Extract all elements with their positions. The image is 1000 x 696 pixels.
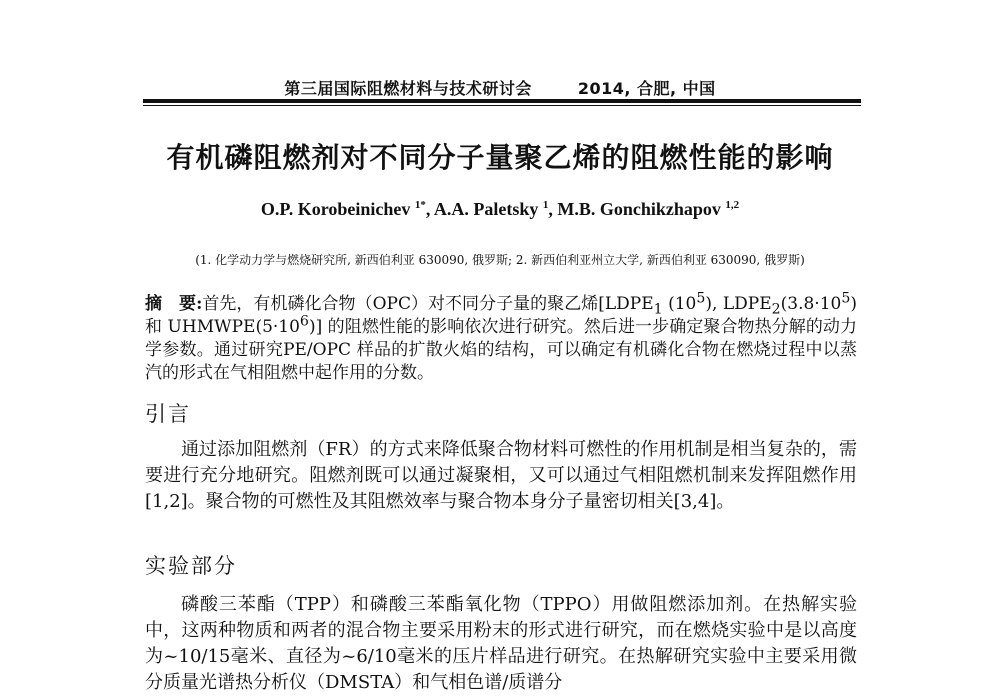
running-header (0, 76, 1000, 99)
abstract-superscript: 5 (696, 290, 706, 307)
conference-place-date: 2014, 合肥, 中国 (577, 79, 716, 98)
abstract-superscript: 5 (841, 290, 851, 307)
abstract-label: 摘 要: (145, 294, 203, 314)
abstract-text: ), LDPE (705, 294, 772, 314)
author-name: A.A. Paletsky (433, 199, 539, 219)
abstract (145, 290, 857, 385)
paper-title: 有机磷阻燃剂对不同分子量聚乙烯的阻燃性能的影响 (166, 141, 834, 174)
experimental-paragraph: 磷酸三苯酯（TPP）和磷酸三苯酯氧化物（TPPO）用做阻燃添加剂。在热解实验中，这两种物质和两者的混合物主要采用粉末的形式进行研究，而在燃烧实验中是以高度为~10/15毫米、直径为~6/10毫米的压片样品进行研究。在热解研究实验中主要采用微分质量光谱热分析仪（DMSTA）和气相色谱/质谱分 (145, 594, 857, 693)
author-name: M.B. Gonchikzhapov (557, 199, 721, 219)
abstract-superscript: 6 (299, 313, 309, 330)
affiliations: (1. 化学动力学与燃烧研究所, 新西伯利亚 630090, 俄罗斯; 2. 新西伯利亚州立大学, 新西伯利亚 630090, 俄罗斯) (195, 253, 805, 267)
abstract-text: )] 的阻燃性能的影响依次进行研究。然后进一步确定聚合物热分解的动力学参数。通过研究PE/OPC 样品的扩散火焰的结构，可以确定有机磷化合物在燃烧过程中以蒸汽的形式在气相阻燃中起作用的分数。 (145, 317, 857, 383)
abstract-text: 首先，有机磷化合物（OPC）对不同分子量的聚乙烯[LDPE (202, 294, 654, 314)
author-affiliation-mark: 1* (414, 199, 426, 211)
author-name: O.P. Korobeinichev (260, 199, 411, 219)
abstract-subscript: 1 (653, 301, 663, 318)
section-heading-introduction: 引言 (145, 402, 191, 426)
introduction-paragraph: 通过添加阻燃剂（FR）的方式来降低聚合物材料可燃性的作用机制是相当复杂的，需要进行充分地研究。阻燃剂既可以通过凝聚相，又可以通过气相阻燃机制来发挥阻燃作用[1,2]。聚合物的可燃性及其阻燃效率与聚合物本身分子量密切相关[3,4]。 (145, 439, 857, 512)
abstract-text: (10 (662, 294, 697, 314)
author-affiliation-mark: 1,2 (725, 199, 740, 211)
abstract-text: (3.8·10 (780, 294, 842, 314)
author-list: O.P. Korobeinichev $^{1*}$, A.A. Paletsky $^1$, M.B. Gonchikzhapov $^{1,2}$ (260, 199, 740, 219)
header-rule-thick (143, 99, 861, 103)
abstract-text: ) 和 UHMWPE(5·10 (145, 294, 857, 337)
header-rule-thin (143, 105, 861, 106)
conference-name: 第三届国际阻燃材料与技术研讨会 (284, 79, 532, 98)
section-heading-experimental: 实验部分 (145, 554, 237, 578)
abstract-subscript: 2 (771, 301, 781, 318)
author-affiliation-mark: 1 (542, 199, 549, 211)
